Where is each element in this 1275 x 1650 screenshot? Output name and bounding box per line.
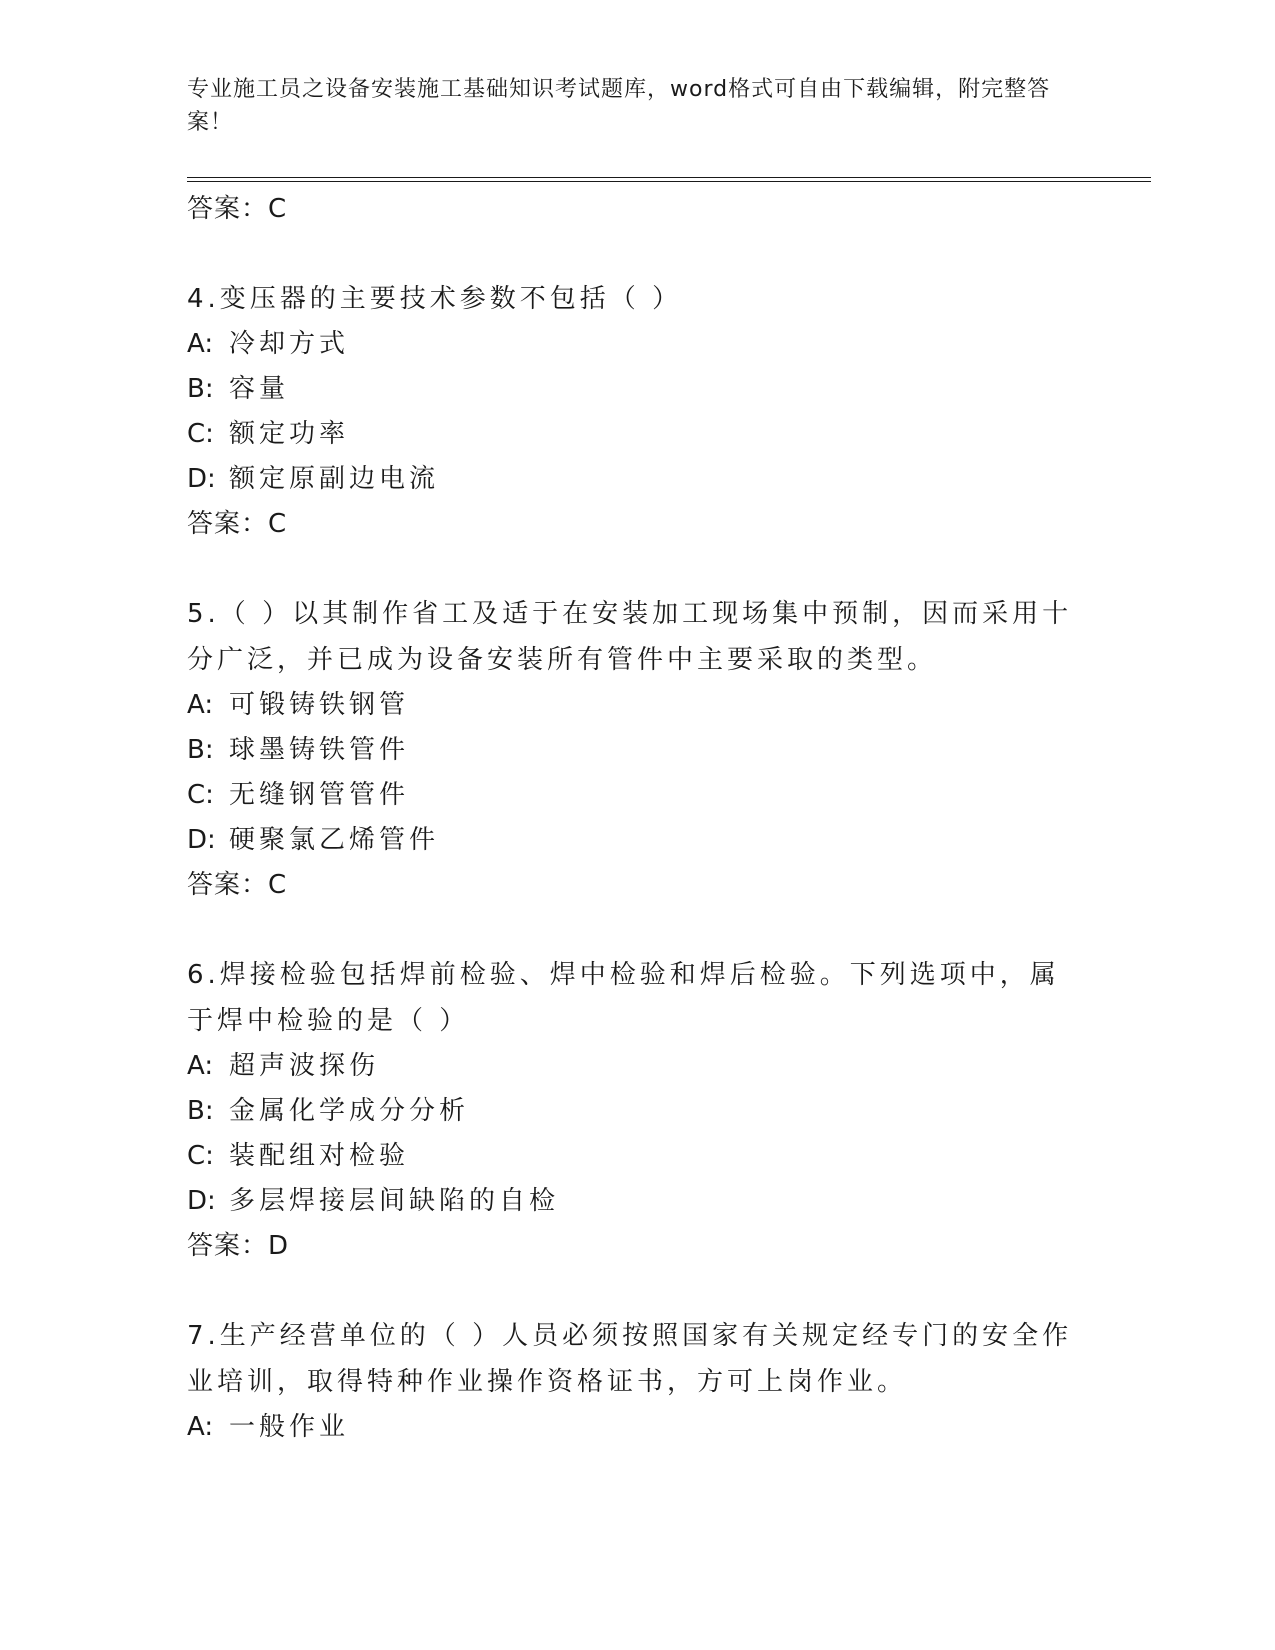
option-b [187,367,1087,412]
answer-line: 答案：D [187,1231,290,1261]
option-letter: B: [187,735,214,765]
header-rule-top [187,177,1151,178]
answer-line: 答案：C [187,509,288,539]
option-text: 超声波探伤 [229,1051,380,1081]
document-header: 专业施工员之设备安装施工基础知识考试题库，word格式可自由下载编辑，附完整答案！ [187,77,1051,135]
option-text: 金属化学成分分析 [229,1096,470,1126]
option-a [187,1044,1087,1089]
question-stem: 7.生产经营单位的（ ）人员必须按照国家有关规定经专门的安全作业培训，取得特种作业操作资格证书，方可上岗作业。 [187,1321,1073,1397]
option-c [187,412,1087,457]
header-rule-bottom [187,181,1151,182]
question-stem: 6.焊接检验包括焊前检验、焊中检验和焊后检验。下列选项中，属于焊中检验的是（ ） [187,960,1060,1036]
option-text: 多层焊接层间缺陷的自检 [229,1186,560,1216]
option-d [187,1179,1087,1224]
option-b [187,728,1087,773]
option-c [187,773,1087,818]
option-text: 可锻铸铁钢管 [229,690,410,720]
option-letter: C: [187,419,214,449]
option-d [187,818,1087,863]
option-c [187,1134,1087,1179]
option-letter: C: [187,1141,214,1171]
option-b [187,1089,1087,1134]
option-letter: A: [187,329,214,359]
option-text: 硬聚氯乙烯管件 [229,825,440,855]
option-letter: A: [187,1412,214,1442]
question-list [187,187,1087,1450]
option-letter: A: [187,690,214,720]
question-block [187,1313,1087,1450]
question-block [187,591,1087,907]
question-stem: 5.（ ）以其制作省工及适于在安装加工现场集中预制，因而采用十分广泛，并已成为设备安装所有管件中主要采取的类型。 [187,599,1073,675]
option-a [187,683,1087,728]
option-text: 额定功率 [229,419,350,449]
option-text: 额定原副边电流 [229,464,440,494]
answer-line: 答案：C [187,870,288,900]
option-d [187,457,1087,502]
option-text: 无缝钢管管件 [229,780,410,810]
option-letter: B: [187,1096,214,1126]
option-letter: D: [187,1186,216,1216]
option-letter: C: [187,780,214,810]
answer-line: 答案：C [187,194,288,224]
option-text: 球墨铸铁管件 [229,735,410,765]
option-text: 冷却方式 [229,329,350,359]
option-letter: A: [187,1051,214,1081]
option-text: 一般作业 [229,1412,350,1442]
option-text: 装配组对检验 [229,1141,410,1171]
question-stem: 4.变压器的主要技术参数不包括（ ） [187,284,683,314]
question-block [187,952,1087,1268]
option-letter: D: [187,464,216,494]
question-block [187,276,1087,546]
option-a [187,1405,1087,1450]
option-text: 容量 [229,374,290,404]
option-letter: B: [187,374,214,404]
option-a [187,322,1087,367]
option-letter: D: [187,825,216,855]
